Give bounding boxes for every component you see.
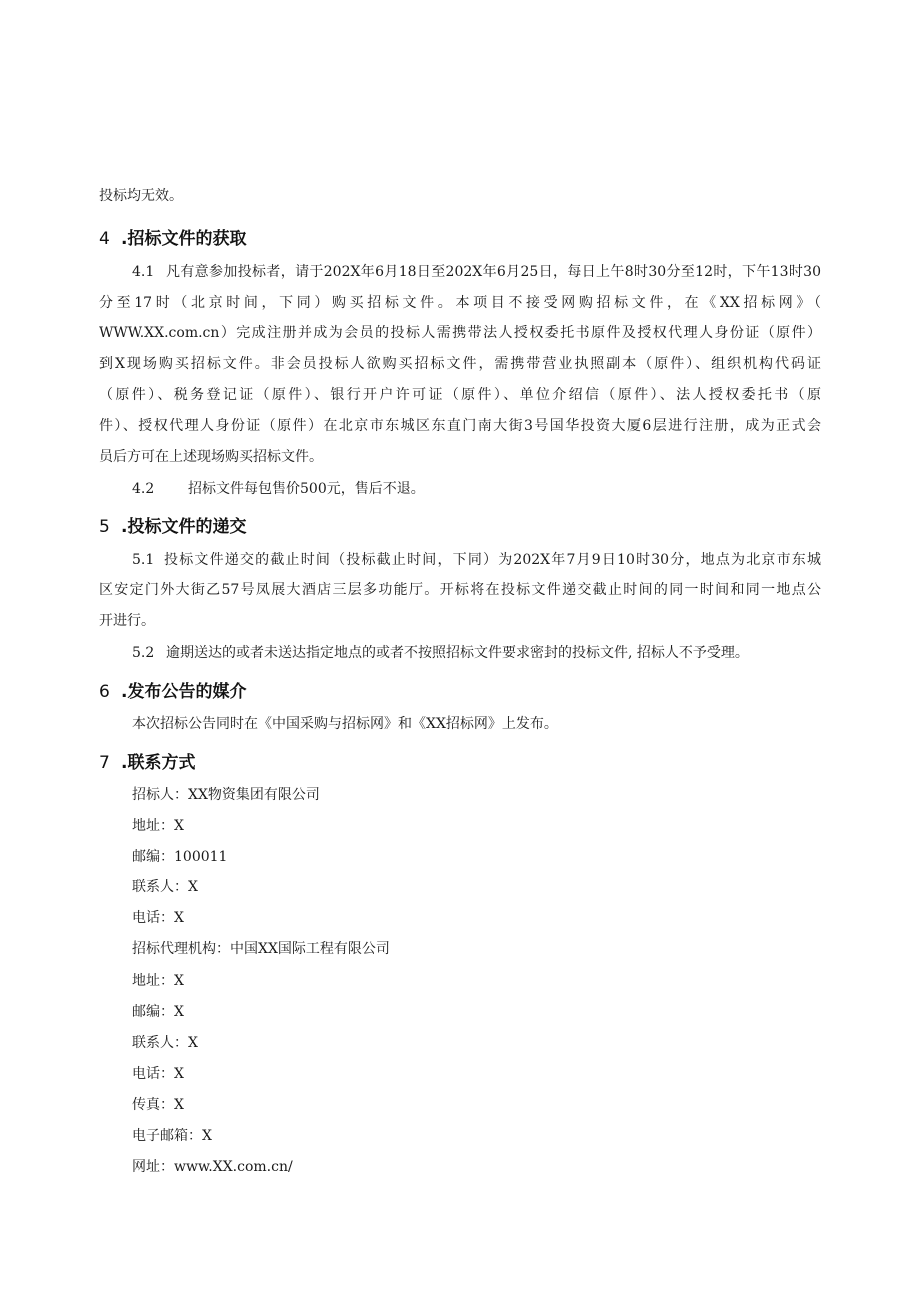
section-4-number: 4: [99, 229, 110, 249]
paragraph-4-1-line: 到X现场购买招标文件。非会员投标人欲购买招标文件，需携带营业执照副本（原件）、组织机构代码证: [99, 356, 821, 372]
paragraph-5-1-line: 区安定门外大街乙57号凤展大酒店三层多功能厅。开标将在投标文件递交截止时间的同一时间和同一地点公: [99, 582, 821, 598]
section-7-title: .联系方式: [121, 753, 196, 773]
paragraph-4-1-line: 件）、授权代理人身份证（原件）在北京市东城区东直门南大街3号国华投资大厦6层进行注册，成为正式会: [99, 418, 821, 434]
paragraph-4-2-label: 4.2: [132, 481, 155, 497]
section-6-title: .发布公告的媒介: [121, 682, 247, 702]
section-5-heading: [99, 516, 246, 538]
contact-line: 招标人：XX物资集团有限公司: [132, 787, 320, 803]
paragraph-5-2-label: 5.2: [132, 645, 155, 661]
section-7-heading: [99, 752, 195, 774]
contact-line: 招标代理机构：中国XX国际工程有限公司: [132, 941, 390, 957]
contact-line: 电话：X: [132, 910, 184, 926]
paragraph-4-1-line: 凡有意参加投标者，请于202X年6月18日至202X年6月25日，每日上午8时30分至12时，下午13时30: [166, 264, 821, 280]
paragraph-4-1-line: 员后方可在上述现场购买招标文件。: [99, 449, 323, 465]
contact-line: 邮编：X: [132, 1004, 184, 1020]
contact-line: 地址：X: [132, 818, 184, 834]
section-7-number: 7: [99, 753, 110, 773]
section-6-text: 本次招标公告同时在《中国采购与招标网》和《XX招标网》上发布。: [132, 716, 558, 732]
section-4-heading: [99, 228, 246, 250]
section-5-title: .投标文件的递交: [121, 517, 247, 537]
paragraph-4-2-text: 招标文件每包售价500元，售后不退。: [188, 481, 425, 497]
paragraph-4-1-line: （原件）、税务登记证（原件）、银行开户许可证（原件）、单位介绍信（原件）、法人授权委托书（原: [99, 387, 821, 403]
section-6-number: 6: [99, 682, 110, 702]
contact-line: 电话：X: [132, 1066, 184, 1082]
paragraph-5-1-line: 开进行。: [99, 613, 155, 629]
contact-line: 联系人：X: [132, 879, 198, 895]
contact-line: 电子邮箱：X: [132, 1128, 212, 1144]
intro-tail: 投标均无效。: [99, 188, 183, 204]
contact-line: 地址：X: [132, 973, 184, 989]
section-6-heading: [99, 681, 246, 703]
contact-line: 传真：X: [132, 1097, 184, 1113]
paragraph-4-1-line: WWW.XX.com.cn）完成注册并成为会员的投标人需携带法人授权委托书原件及授权代理人身份证（原件）: [99, 325, 821, 341]
paragraph-5-1-label: 5.1: [132, 552, 155, 568]
paragraph-5-2-text: 逾期送达的或者未送达指定地点的或者不按照招标文件要求密封的投标文件, 招标人不予受理。: [166, 645, 749, 661]
section-5-number: 5: [99, 517, 110, 537]
contact-line: 网址：www.XX.com.cn/: [132, 1159, 293, 1175]
paragraph-4-1-label: 4.1: [132, 264, 155, 280]
paragraph-5-1-line: 投标文件递交的截止时间（投标截止时间，下同）为202X年7月9日10时30分，地点为北京市东城: [164, 552, 821, 568]
contact-line: 邮编：100011: [132, 849, 228, 865]
contact-line: 联系人：X: [132, 1035, 198, 1051]
paragraph-4-1-line: 分至17时（北京时间，下同）购买招标文件。本项目不接受网购招标文件，在《XX招标网》（: [99, 295, 821, 311]
section-4-title: .招标文件的获取: [121, 229, 247, 249]
